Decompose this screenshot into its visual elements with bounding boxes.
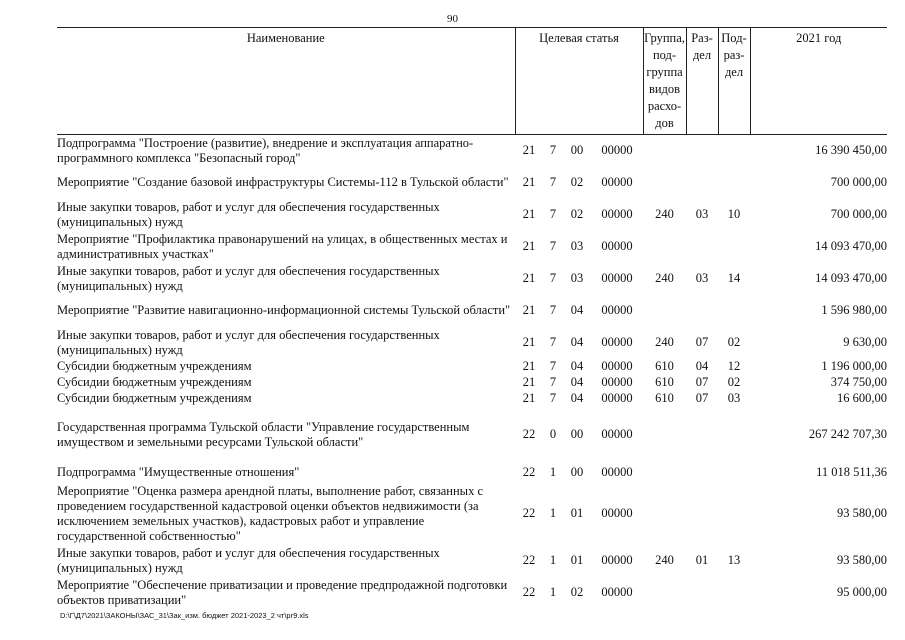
row-code-d: 00000 [601,427,633,441]
row-code-b: 1 [549,506,557,520]
row-code-a: 22 [522,506,536,520]
row-code-c: 04 [570,375,584,389]
row-code-d: 00000 [601,465,633,479]
table-row [57,135,887,167]
table-row [57,199,887,231]
row-section: 03 [695,207,709,221]
row-code-b: 7 [549,239,557,253]
row-name: Субсидии бюджетным учреждениям [57,375,252,389]
row-code-a: 21 [522,175,536,189]
row-subsection: 13 [727,553,741,567]
row-code-d: 00000 [601,175,633,189]
row-code-c: 01 [570,506,584,520]
row-code-a: 21 [522,335,536,349]
row-section: 03 [695,271,709,285]
budget-table [57,27,887,609]
row-code-c: 00 [570,143,584,158]
row-amount: 16 390 450,00 [815,143,888,158]
table-row [57,359,887,375]
table-row [57,483,887,545]
row-subsection [718,135,750,167]
header-subsection: Под- раз- дел [718,28,750,135]
row-name: Субсидии бюджетным учреждениям [57,391,252,405]
row-group [643,167,686,199]
row-code-b: 1 [549,585,557,599]
row-code-c: 03 [570,271,584,285]
row-code-d: 00000 [601,506,633,520]
row-code-a: 22 [522,553,536,567]
row-name: Иные закупки товаров, работ и услуг для обеспечения государственных (муниципальных) нужд [57,545,440,575]
row-amount: 93 580,00 [837,506,888,520]
row-code-c: 04 [570,335,584,349]
row-code-a: 21 [522,143,536,158]
row-subsection [718,577,750,609]
row-code-a: 22 [522,465,536,479]
row-subsection: 03 [727,391,741,405]
row-name: Подпрограмма "Имущественные отношения" [57,465,300,479]
row-code-c: 03 [570,239,584,253]
row-subsection [718,295,750,327]
row-section [686,463,718,483]
row-name: Мероприятие "Обеспечение приватизации и проведение предпродажной подготовки объектов приватизации" [57,577,508,607]
row-group [643,295,686,327]
page-number: 90 [447,13,458,25]
row-name: Субсидии бюджетным учреждениям [57,359,252,373]
row-subsection [718,231,750,263]
row-code-c: 04 [570,303,584,317]
file-path-footer: D:\Г\Д7\2021\ЗАКОНЫ\ЗАС_31\Зак_изм. бюджет 2021-2023_2 чт\pr9.xls [60,611,309,620]
row-code-c: 02 [570,175,584,189]
table-row [57,463,887,483]
row-code-c: 00 [570,427,584,441]
header-name: Наименование [57,28,515,135]
row-group [643,417,686,453]
table-row [57,417,887,453]
row-code-d: 00000 [601,391,633,405]
row-name: Мероприятие "Создание базовой инфраструктуры Системы-112 в Тульской области" [57,175,509,189]
row-section: 07 [695,335,709,349]
row-section: 04 [695,359,709,373]
row-code-a: 21 [522,359,536,373]
row-code-d: 00000 [601,207,633,221]
row-code-d: 00000 [601,553,633,567]
header-row [57,28,887,135]
row-group: 610 [655,391,674,405]
row-amount: 14 093 470,00 [815,271,888,285]
row-code-b: 7 [549,175,557,189]
row-group [643,463,686,483]
row-code-a: 21 [522,303,536,317]
row-section [686,417,718,453]
row-name: Мероприятие "Развитие навигационно-информационной системы Тульской области" [57,303,511,317]
table-row [57,295,887,327]
row-code-a: 21 [522,207,536,221]
row-code-d: 00000 [601,359,633,373]
row-subsection: 02 [727,335,741,349]
table-row [57,263,887,295]
row-code-d: 00000 [601,303,633,317]
row-code-d: 00000 [601,143,633,158]
row-section [686,295,718,327]
row-subsection: 14 [727,271,741,285]
row-code-b: 7 [549,375,557,389]
row-name: Иные закупки товаров, работ и услуг для обеспечения государственных (муниципальных) нужд [57,327,440,357]
row-code-d: 00000 [601,585,633,599]
row-amount: 95 000,00 [837,585,888,599]
header-year: 2021 год [750,28,887,135]
table-row [57,327,887,359]
row-group [643,577,686,609]
table-row [57,167,887,199]
row-name: Мероприятие "Профилактика правонарушений на улицах, в общественных местах и административных участках" [57,231,508,261]
row-section [686,135,718,167]
row-subsection: 10 [727,207,741,221]
row-subsection [718,167,750,199]
row-amount: 700 000,00 [830,175,888,189]
row-group: 610 [655,359,674,373]
row-code-d: 00000 [601,271,633,285]
row-code-a: 21 [522,375,536,389]
row-section: 07 [695,375,709,389]
row-code-d: 00000 [601,335,633,349]
table-row [57,231,887,263]
row-code-b: 7 [549,207,557,221]
row-group: 610 [655,375,674,389]
header-section: Раз- дел [686,28,718,135]
row-code-b: 1 [549,553,557,567]
table-row [57,577,887,609]
row-amount: 93 580,00 [837,553,888,567]
row-code-c: 04 [570,391,584,405]
row-group [643,135,686,167]
row-code-b: 7 [549,143,557,158]
row-code-c: 02 [570,207,584,221]
row-code-a: 22 [522,427,536,441]
row-code-a: 21 [522,239,536,253]
row-section [686,167,718,199]
row-section [686,231,718,263]
row-name: Мероприятие "Оценка размера арендной платы, выполнение работ, связанных с проведением государственной кадастровой оценки объектов недвижимости (за исключением земельных участков), кадастровых работ и управление государственной собственностью" [57,483,484,543]
row-amount: 267 242 707,30 [808,427,888,441]
row-amount: 11 018 511,36 [816,465,888,479]
row-name: Иные закупки товаров, работ и услуг для обеспечения государственных (муниципальных) нужд [57,199,440,229]
row-code-b: 7 [549,335,557,349]
row-group [643,231,686,263]
row-name: Иные закупки товаров, работ и услуг для обеспечения государственных (муниципальных) нужд [57,263,440,293]
row-code-b: 7 [549,359,557,373]
row-group: 240 [655,335,674,349]
row-code-b: 7 [549,391,557,405]
row-code-b: 7 [549,303,557,317]
row-subsection [718,483,750,545]
row-name: Подпрограмма "Построение (развитие), внедрение и эксплуатация аппаратно-программного комплекса "Безопасный город" [57,135,474,165]
row-amount: 1 596 980,00 [821,303,888,317]
row-spacer [57,407,887,417]
row-group: 240 [655,271,674,285]
row-subsection [718,417,750,453]
row-amount: 16 600,00 [837,391,888,405]
header-group: Группа, под- группа видов расхо- дов [643,28,686,135]
row-name: Государственная программа Тульской области "Управление государственным имуществом и земельными ресурсами Тульской области" [57,419,470,449]
table-row [57,375,887,391]
row-subsection: 02 [727,375,741,389]
row-amount: 700 000,00 [830,207,888,221]
row-section: 01 [695,553,709,567]
row-section [686,577,718,609]
row-spacer [57,453,887,463]
row-code-b: 7 [549,271,557,285]
table-row [57,545,887,577]
row-code-c: 04 [570,359,584,373]
row-group: 240 [655,207,674,221]
row-code-a: 21 [522,391,536,405]
row-amount: 9 630,00 [843,335,888,349]
header-target: Целевая статья [515,28,643,135]
row-code-c: 01 [570,553,584,567]
row-amount: 374 750,00 [830,375,888,389]
row-code-b: 1 [549,465,557,479]
row-code-d: 00000 [601,375,633,389]
row-code-a: 22 [522,585,536,599]
row-group [643,483,686,545]
row-code-a: 21 [522,271,536,285]
row-section [686,483,718,545]
table-row [57,391,887,407]
row-subsection [718,463,750,483]
row-amount: 14 093 470,00 [815,239,888,253]
row-code-c: 02 [570,585,584,599]
row-group: 240 [655,553,674,567]
row-amount: 1 196 000,00 [821,359,888,373]
row-subsection: 12 [727,359,741,373]
row-code-d: 00000 [601,239,633,253]
row-code-c: 00 [570,465,584,479]
row-section: 07 [695,391,709,405]
row-code-b: 0 [549,427,557,441]
